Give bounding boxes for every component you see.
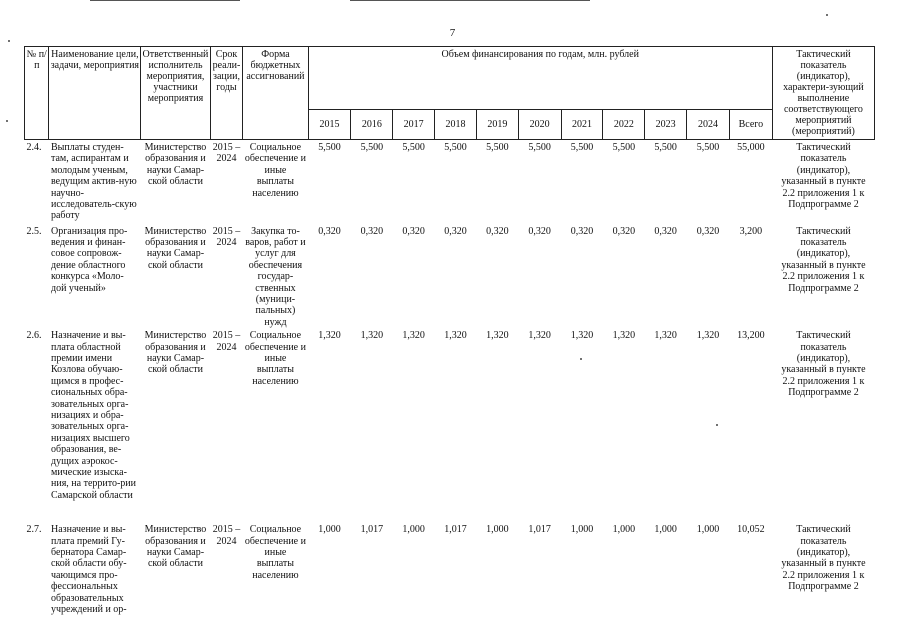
row-num: 2.7. — [26, 524, 42, 536]
row-value: 0,320 — [318, 225, 341, 237]
row-indicator: Тактический показатель (индикатор), указанный в пункте 2.2 приложения 1 к Подпрограмме 2 — [781, 142, 866, 211]
row-responsible: Министерство образования и науки Самар-ской области — [144, 142, 207, 188]
scan-edge-line — [350, 0, 590, 1]
row-value: 1,000 — [318, 524, 341, 536]
row-value: 5,500 — [360, 142, 384, 153]
row-responsible: Министерство образования и науки Самар-ской области — [144, 330, 207, 376]
row-value: 1,000 — [654, 524, 677, 536]
row-value: 1,017 — [360, 524, 384, 536]
header-indicator: Тактический показатель (индикатор), характери-зующий выполнение соответствующего мероприятий (мероприятий) — [772, 47, 874, 140]
row-value: 0,320 — [360, 225, 384, 237]
row-total: 10,052 — [737, 524, 765, 536]
row-value: 5,500 — [318, 142, 341, 153]
header-name: Наименование цели, задачи, мероприятия — [49, 47, 141, 140]
header-financing: Объем финансирования по годам, млн. рублей — [308, 47, 772, 110]
scan-speck — [826, 14, 828, 16]
row-value: 0,320 — [528, 225, 551, 237]
row-value: 1,017 — [528, 524, 551, 536]
row-value: 0,320 — [654, 225, 677, 237]
row-value: 0,320 — [402, 225, 425, 237]
row-responsible: Министерство образования и науки Самар-ской области — [144, 524, 207, 570]
row-indicator: Тактический показатель (индикатор), указанный в пункте 2.2 приложения 1 к Подпрограмме 2 — [781, 524, 866, 593]
row-num: 2.6. — [26, 330, 42, 342]
header-year: 2022 — [603, 109, 645, 140]
row-name: Назначение и вы-плата областной премии имени Козлова обучаю-щимся в профес-сиональных обра-зовательных орга-низациях и обра-зовательных орга-низациях высшего образования, ве-дущих аэрокос-мические изыска-ния, на террито-рии Самарской области — [50, 330, 137, 501]
row-indicator: Тактический показатель (индикатор), указанный в пункте 2.2 приложения 1 к Подпрограмме 2 — [781, 225, 866, 294]
row-value: 1,000 — [696, 524, 720, 536]
row-term: 2015 – 2024 — [212, 330, 241, 353]
header-year: 2015 — [308, 109, 351, 140]
row-form: Социальное обеспечение и иные выплаты населению — [244, 330, 306, 387]
header-form: Форма бюджетных ассигнований — [243, 47, 308, 140]
row-value: 5,500 — [696, 142, 720, 153]
row-value: 1,000 — [402, 524, 425, 536]
header-year: 2019 — [476, 109, 518, 140]
row-responsible: Министерство образования и науки Самар-ской области — [144, 225, 207, 271]
header-total: Всего — [729, 109, 772, 140]
row-total: 55,000 — [737, 142, 765, 153]
row-form: Закупка то-варов, работ и услуг для обеспечения государ-ственных (муници-пальных) нужд — [245, 225, 306, 328]
row-name: Выплаты студен-там, аспирантам и молодым ученым, ведущим актив-ную научно-исследователь-скую работу — [50, 142, 137, 222]
row-value: 0,320 — [696, 225, 720, 237]
row-form: Социальное обеспечение и иные выплаты населению — [244, 142, 306, 199]
header-year: 2020 — [518, 109, 561, 140]
row-name: Организация про-ведения и финан-совое сопровож-дение областного конкурса «Моло-дой ученый» — [50, 225, 128, 294]
row-value: 1,320 — [360, 330, 384, 342]
row-value: 5,500 — [444, 142, 467, 153]
table-row — [25, 224, 875, 329]
row-form: Социальное обеспечение и иные выплаты населению — [244, 524, 306, 581]
header-year: 2018 — [435, 109, 477, 140]
row-term: 2015 – 2024 — [212, 225, 241, 248]
header-year: 2016 — [351, 109, 393, 140]
row-value: 5,500 — [570, 142, 594, 153]
row-value: 1,000 — [486, 524, 509, 536]
row-value: 5,500 — [402, 142, 425, 153]
scan-speck — [6, 120, 8, 122]
header-year: 2017 — [393, 109, 435, 140]
table-row — [25, 522, 875, 622]
funding-table — [24, 46, 875, 622]
row-value: 0,320 — [612, 225, 636, 237]
row-value: 1,320 — [570, 330, 594, 342]
row-value: 1,000 — [570, 524, 594, 536]
row-total: 3,200 — [739, 225, 763, 237]
row-value: 5,500 — [612, 142, 636, 153]
row-value: 1,320 — [528, 330, 551, 342]
row-total: 13,200 — [737, 330, 765, 342]
header-term: Срок реали-зации, годы — [210, 47, 243, 140]
scan-edge-line — [90, 0, 240, 1]
row-value: 1,320 — [612, 330, 636, 342]
header-num: № п/п — [25, 47, 49, 140]
table-row — [25, 328, 875, 522]
row-num: 2.5. — [26, 225, 42, 237]
row-value: 5,500 — [528, 142, 551, 153]
row-value: 1,320 — [654, 330, 677, 342]
row-term: 2015 – 2024 — [212, 524, 241, 547]
row-value: 1,320 — [318, 330, 341, 342]
row-value: 0,320 — [444, 225, 467, 237]
row-value: 1,320 — [696, 330, 720, 342]
row-value: 1,320 — [444, 330, 467, 342]
header-year: 2024 — [687, 109, 730, 140]
header-responsible: Ответственный исполнитель мероприятия, участники мероприятия — [141, 47, 210, 140]
row-value: 1,320 — [402, 330, 425, 342]
row-value: 0,320 — [570, 225, 594, 237]
header-year: 2021 — [561, 109, 603, 140]
row-value: 5,500 — [654, 142, 677, 153]
page-number: 7 — [449, 27, 456, 39]
row-term: 2015 – 2024 — [212, 142, 241, 165]
table-row — [25, 140, 875, 224]
header-year: 2023 — [645, 109, 687, 140]
row-value: 0,320 — [486, 225, 509, 237]
row-value: 1,000 — [612, 524, 636, 536]
row-value: 1,320 — [486, 330, 509, 342]
header-row — [25, 47, 875, 110]
row-name: Назначение и вы-плата премий Гу-бернатора Самар-ской области обу-чающимся про-фессиональных образовательных учреждений и ор- — [50, 524, 127, 615]
row-indicator: Тактический показатель (индикатор), указанный в пункте 2.2 приложения 1 к Подпрограмме 2 — [781, 330, 866, 399]
row-value: 1,017 — [444, 524, 467, 536]
scan-speck — [8, 40, 10, 42]
row-num: 2.4. — [26, 142, 42, 153]
row-value: 5,500 — [486, 142, 509, 153]
